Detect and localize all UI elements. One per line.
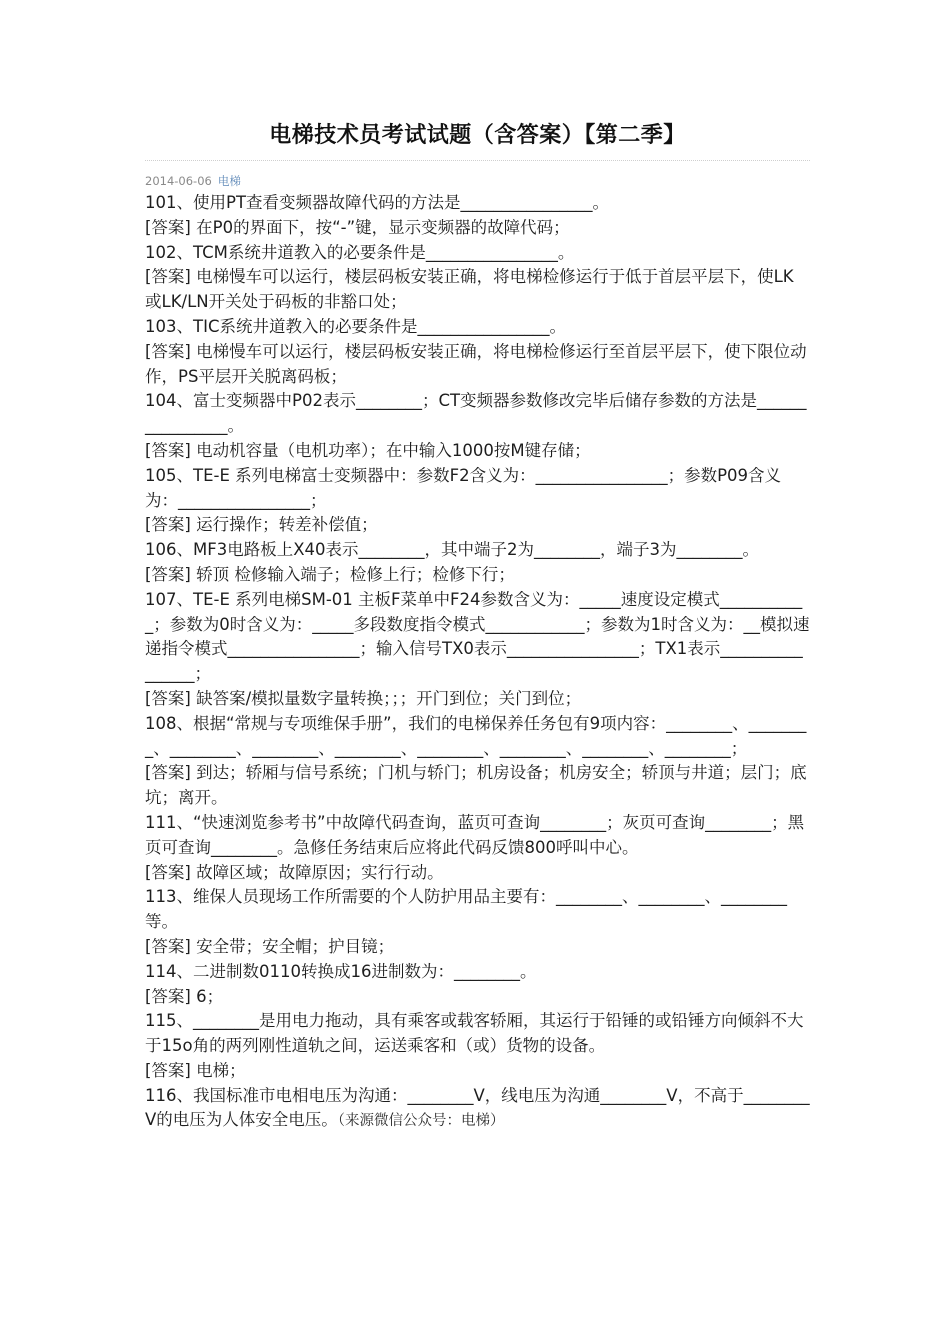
article (145, 118, 810, 1134)
question-115: 115、________是用电力拖动，具有乘客或载客轿厢，其运行于铅锤的或铅锤方向倾斜不大于15o角的两列刚性道轨之间，运送乘客和（或）货物的设备。 (145, 1011, 804, 1056)
title-divider (145, 160, 810, 161)
question-113: 113、维保人员现场工作所需要的个人防护用品主要有：________、________、________等。 (145, 887, 787, 932)
question-108: 108、根据“常规与专项维保手册”，我们的电梯保养任务包有9项内容：________、________、________、________、________、________、________、________、________； (145, 713, 807, 758)
answer-102: [答案] 电梯慢车可以运行，楼层码板安装正确，将电梯检修运行于低于首层平层下，使LK或LK/LN开关处于码板的非豁口处； (145, 267, 794, 312)
answer-106: [答案] 轿顶 检修输入端子；检修上行；检修下行； (145, 564, 515, 584)
question-101: 101、使用PT查看变频器故障代码的方法是________________。 (145, 193, 610, 212)
answer-115: [答案] 电梯； (145, 1060, 246, 1080)
question-114: 114、二进制数0110转换成16进制数为：________。 (145, 961, 537, 981)
answer-113: [答案] 安全带；安全帽；护目镜； (145, 936, 395, 956)
question-111: 111、“快速浏览参考书”中故障代码查询，蓝页可查询________；灰页可查询________；黑页可查询________。急修任务结束后应将此代码反馈800呼叫中心。 (145, 812, 805, 857)
question-107: 107、TE-E 系列电梯SM-01 主板F菜单中F24参数含义为：_____速度设定模式___________；参数为0时含义为：_____多段数度指令模式____________；参数为1时含义为：__模拟速递指令模式________________；输入信号TX0表示________________；TX1表示________________； (145, 589, 810, 684)
category-tag-link[interactable]: 电梯 (217, 174, 241, 188)
question-102: 102、TCM系统井道教入的必要条件是________________。 (145, 242, 575, 262)
question-104: 104、富士变频器中P02表示________；CT变频器参数修改完毕后储存参数的方法是________________。 (145, 391, 807, 436)
page-title: 电梯技术员考试试题（含答案）【第二季】 (269, 123, 686, 148)
question-116 (145, 1084, 810, 1135)
question-116-text: 116、我国标准市电相电压为沟通：________V，线电压为沟通________V，不高于________V的电压为人体安全电压。 (145, 1085, 810, 1130)
answer-103: [答案] 电梯慢车可以运行，楼层码板安装正确，将电梯检修运行至首层平层下，使下限位动作，PS平层开关脱离码板； (145, 341, 807, 386)
answer-114: [答案] 6； (145, 986, 224, 1006)
article-meta (145, 173, 810, 189)
answer-111: [答案] 故障区域；故障原因；实行行动。 (145, 862, 444, 882)
question-106: 106、MF3电路板上X40表示________，其中端子2为________，端子3为________。 (145, 540, 760, 560)
article-body (145, 191, 810, 1134)
question-103: 103、TIC系统井道教入的必要条件是________________。 (145, 316, 566, 336)
question-105: 105、TE-E 系列电梯富士变频器中：参数F2含义为：________________；参数P09含义为：________________； (145, 465, 782, 510)
answer-108: [答案] 到达；轿厢与信号系统；门机与轿门；机房设备；机房安全；轿顶与井道；层门；底坑；离开。 (145, 763, 807, 808)
answer-107: [答案] 缺答案/模拟量数字量转换；；；开门到位；关门到位； (145, 688, 582, 708)
answer-105: [答案] 运行操作；转差补偿值； (145, 515, 378, 535)
source-note: （来源微信公众号：电梯） (337, 1113, 505, 1130)
answer-104: [答案] 电动机容量（电机功率）；在中输入1000按M键存储； (145, 440, 591, 460)
publish-date: 2014-06-06 (145, 174, 212, 188)
answer-101: [答案] 在P0的界面下，按“-”键，显示变频器的故障代码； (145, 217, 570, 237)
